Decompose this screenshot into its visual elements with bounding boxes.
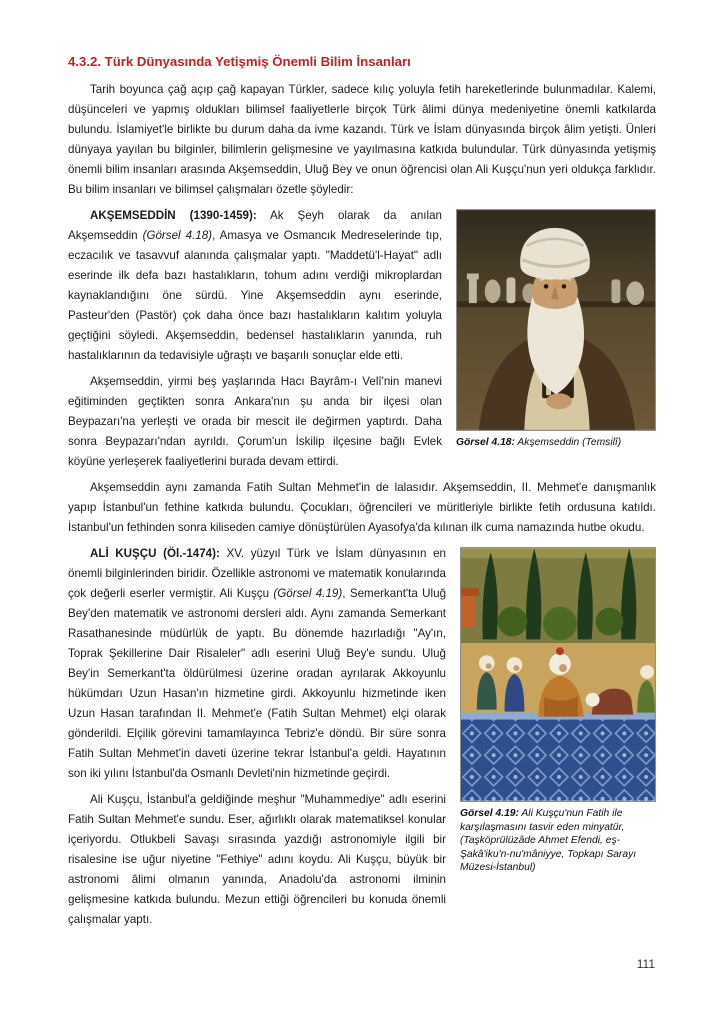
figure-419-reference: (Görsel 4.19) [273,587,343,600]
figure-aksemseddin [456,209,656,450]
figure-419-label: Görsel 4.19: [460,808,519,819]
page-number: 111 [636,957,655,971]
aksemseddin-paragraph-3: Akşemseddin aynı zamanda Fatih Sultan Mehmet'in de lalasıdır. Akşemseddin, II. Mehmet'e danışmanlık yapıp İstanbul'un fethine katkıda bulundu. Çocukları, öğrencileri ve müritleriyle birlikte fetih ordusuna katıldı. İstanbul'un fethinden sonra kiliseden camiye dönüştürülen Ayasofya'da kılınan ilk cuma namazında hutbe okudu. [68,481,656,534]
aksemseddin-portrait-image [456,209,656,431]
figure-418-text: Akşemseddin (Temsilî) [514,437,622,448]
figure-418-reference: (Görsel 4.18) [142,229,213,242]
figure-418-label: Görsel 4.18: [456,437,515,448]
aksemseddin-p1-after-ref: , Amasya ve Osmancık Medreselerinde tıp, eczacılık ve tasavvuf alanında çalışmalar yaptı. "Maddetü'l-Hayat" adlı eserinde ilk defa bazı hastalıkların, tohum adını verdiği mikroplardan kaynaklandığını öne sürdü. Yine Akşemseddin aynı eserinde, Pasteur'den (Pastör) çok daha önce bazı hastalıkların kalıtım yoluyla geçtiğini söyledi. Akşemseddin, bedensel hastalıkların yanında, ruh hastalıklarının da tedavisiyle uğraştı ve başarılı sonuçlar elde etti. [68,229,442,362]
figure-alikuscu [460,547,656,883]
alikuscu-title: ALİ KUŞÇU (Öl.-1474): [90,547,220,560]
intro-paragraph: Tarih boyunca çağ açıp çağ kapayan Türkler, sadece kılıç yoluyla fetih hareketlerinde bulunmadılar. Kalemi, düşünceleri ve yapmış oldukları bilimsel faaliyetlerle birçok Türk âlimi dünya medeniyetine önemli katkılarda bulundu. İslamiyet'le birlikte bu durum daha da ivme kazandı. Türk ve İslam dünyasında birçok âlim yetişti. Ünleri dünyaya yayılan bu bilginler, bilimlerin gelişmesine ve yayılmasına katkıda bulundular. Türk dünyasında yetişmiş önemli bilim insanları arasında Akşemseddin, Uluğ Bey ve onun öğrencisi olan Ali Kuşçu'nun yeri oldukça farklıdır. Bu bilim insanları ve bilimsel çalışmaları özetle şöyledir: [68,83,656,196]
aksemseddin-p1-before-ref: Ak Şeyh olarak da anılan Akşemseddin [68,209,442,242]
figure-419-caption [460,807,656,875]
figure-418-caption [456,436,656,450]
alikuscu-paragraph-2: Ali Kuşçu, İstanbul'a geldiğinde meşhur "Muhammediye" adlı eserini Fatih Sultan Mehmet'e sundu. Eser, ağırlıklı olarak matematiksel konular içeriyordu. Otlukbeli Savaşı sırasında yazdığı astronomiyle ilgili bir risalesine ise uğur niyetine "Fethiye" adını koydu. Ali Kuşçu, büyük bir astronomi âlimi olmanın yanında, Anadolu'da astronomi ilminin gelişmesine katkıda bulundu. Mezun ettiği öğrencileri bu konuda önemli çalışmalar yaptı. [68,793,446,926]
aksemseddin-title: AKŞEMSEDDİN (1390-1459): [90,209,257,222]
page-content [68,54,656,936]
alikuscu-miniature-image [460,547,656,802]
figure-419-text: Ali Kuşçu'nun Fatih ile karşılaşmasını tasvir eden minyatür, (Taşköprülüzâde Ahmet Efendi, eş-Şakâ'iku'n-nu'mâniyye, Topkapı Sarayı Müzesi-İstanbul) [460,808,637,873]
section-heading: 4.3.2. Türk Dünyasında Yetişmiş Önemli Bilim İnsanları [68,54,411,69]
alikuscu-p1-before-ref: XV. yüzyıl Türk ve İslam dünyasının en önemli bilginlerinden biridir. Özellikle astronomi ve matematik konularında çok değerli eserler vermiştir. Ali Kuşçu [68,547,446,600]
alikuscu-p1-after-ref: , Semerkant'ta Uluğ Bey'den matematik ve astronomi dersleri aldı. Aynı zamanda Semerkant Rasathanesinde müdürlük de yaptı. Bu dönemde hazırladığı "Ay'ın, Toprak Şekillerine Dair Risaleler" adlı eserini Uluğ Bey'e sundu. Uluğ Bey'in Semerkant'ta öldürülmesi üzerine oradan ayrılarak Akkoyunlu hükümdarı Uzun Hasan'ın hizmetine girdi. Akkoyunlu hizmetinde iken Uzun Hasan tarafından II. Mehmet'e (Fatih Sultan Mehmet) elçi olarak gönderildi. Elçilik görevini tamamlayınca Tebriz'e döndü. Bir süre sonra Fatih Sultan Mehmet'in daveti üzerine tekrar İstanbul'a geldi. Hayatının son iki yılını İstanbul'da Osmanlı Devleti'nin hizmetinde geçirdi. [68,587,447,780]
aksemseddin-paragraph-2: Akşemseddin, yirmi beş yaşlarında Hacı Bayrâm-ı Velî'nin manevi eğitiminden geçtikten sonra Ankara'nın şu anda bir ilçesi olan Beypazarı'na yerleşti ve orada bir mescit ile değirmen yaptırdı. Daha sonra Beypazarı'ndan ayrıldı. Çorum'un İskilip ilçesine bağlı Evlek köyüne yerleşerek faaliyetlerini burada devam ettirdi. [68,375,442,468]
